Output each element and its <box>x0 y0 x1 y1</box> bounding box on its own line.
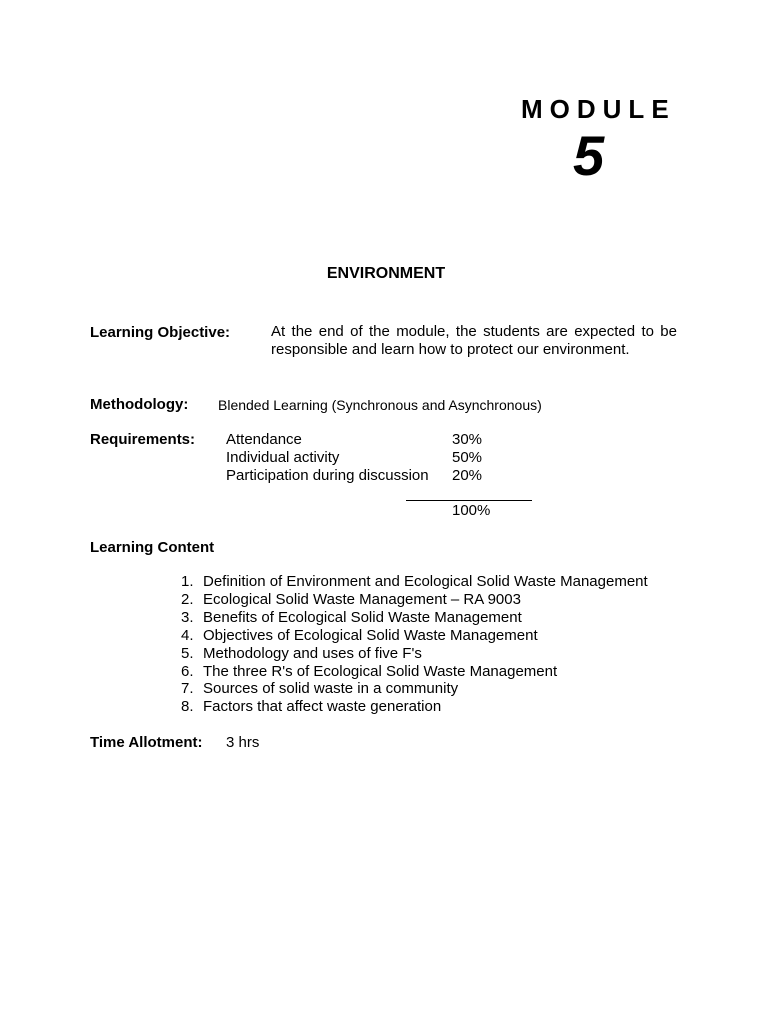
list-item <box>174 645 648 663</box>
learning-content-list <box>174 573 648 716</box>
module-label: MODULE <box>521 94 676 124</box>
methodology-value: Blended Learning (Synchronous and Asynchronous) <box>218 397 542 413</box>
requirement-percent: 50% <box>452 449 483 466</box>
list-item-number: 6. <box>181 662 194 680</box>
list-item <box>174 609 648 627</box>
list-item-number: 7. <box>181 680 194 698</box>
list-item-number: 4. <box>181 626 194 644</box>
list-item-number: 1. <box>181 573 194 590</box>
list-item-number: 3. <box>181 608 194 626</box>
list-item <box>174 627 648 645</box>
page-title: ENVIRONMENT <box>326 265 446 282</box>
requirement-percent: 30% <box>452 431 483 448</box>
module-number: 5 <box>573 124 605 187</box>
list-item-number: 2. <box>181 590 194 608</box>
requirement-percent: 20% <box>452 467 483 484</box>
total-divider <box>406 500 532 501</box>
requirement-name: Participation during discussion <box>226 467 429 484</box>
time-allotment-label: Time Allotment: <box>90 734 203 751</box>
list-item-text: Ecological Solid Waste Management – RA 9003 <box>203 590 521 608</box>
list-item <box>174 591 648 609</box>
requirements-label: Requirements: <box>90 431 196 448</box>
requirement-name: Attendance <box>226 431 302 448</box>
time-allotment-value: 3 hrs <box>226 734 260 751</box>
list-item <box>174 663 648 681</box>
list-item <box>174 698 648 716</box>
learning-objective-text: At the end of the module, the students are expected to be responsible and learn how to protect our environment. <box>271 323 677 358</box>
list-item <box>174 573 648 591</box>
learning-objective-label: Learning Objective: <box>90 324 231 341</box>
requirement-name: Individual activity <box>226 449 340 466</box>
list-item-text: The three R's of Ecological Solid Waste Management <box>203 662 558 680</box>
list-item-number: 5. <box>181 644 194 662</box>
requirements-total: 100% <box>452 502 491 519</box>
list-item-text: Benefits of Ecological Solid Waste Management <box>203 608 522 626</box>
list-item-number: 8. <box>181 698 194 716</box>
list-item-text: Methodology and uses of five F's <box>203 644 422 662</box>
list-item <box>174 680 648 698</box>
list-item-text: Factors that affect waste generation <box>203 698 442 716</box>
methodology-label: Methodology: <box>90 396 189 413</box>
list-item-text: Objectives of Ecological Solid Waste Management <box>203 626 538 644</box>
learning-content-heading: Learning Content <box>90 539 215 556</box>
list-item-text: Sources of solid waste in a community <box>203 680 459 698</box>
list-item-text: Definition of Environment and Ecological Solid Waste Management <box>203 573 648 590</box>
